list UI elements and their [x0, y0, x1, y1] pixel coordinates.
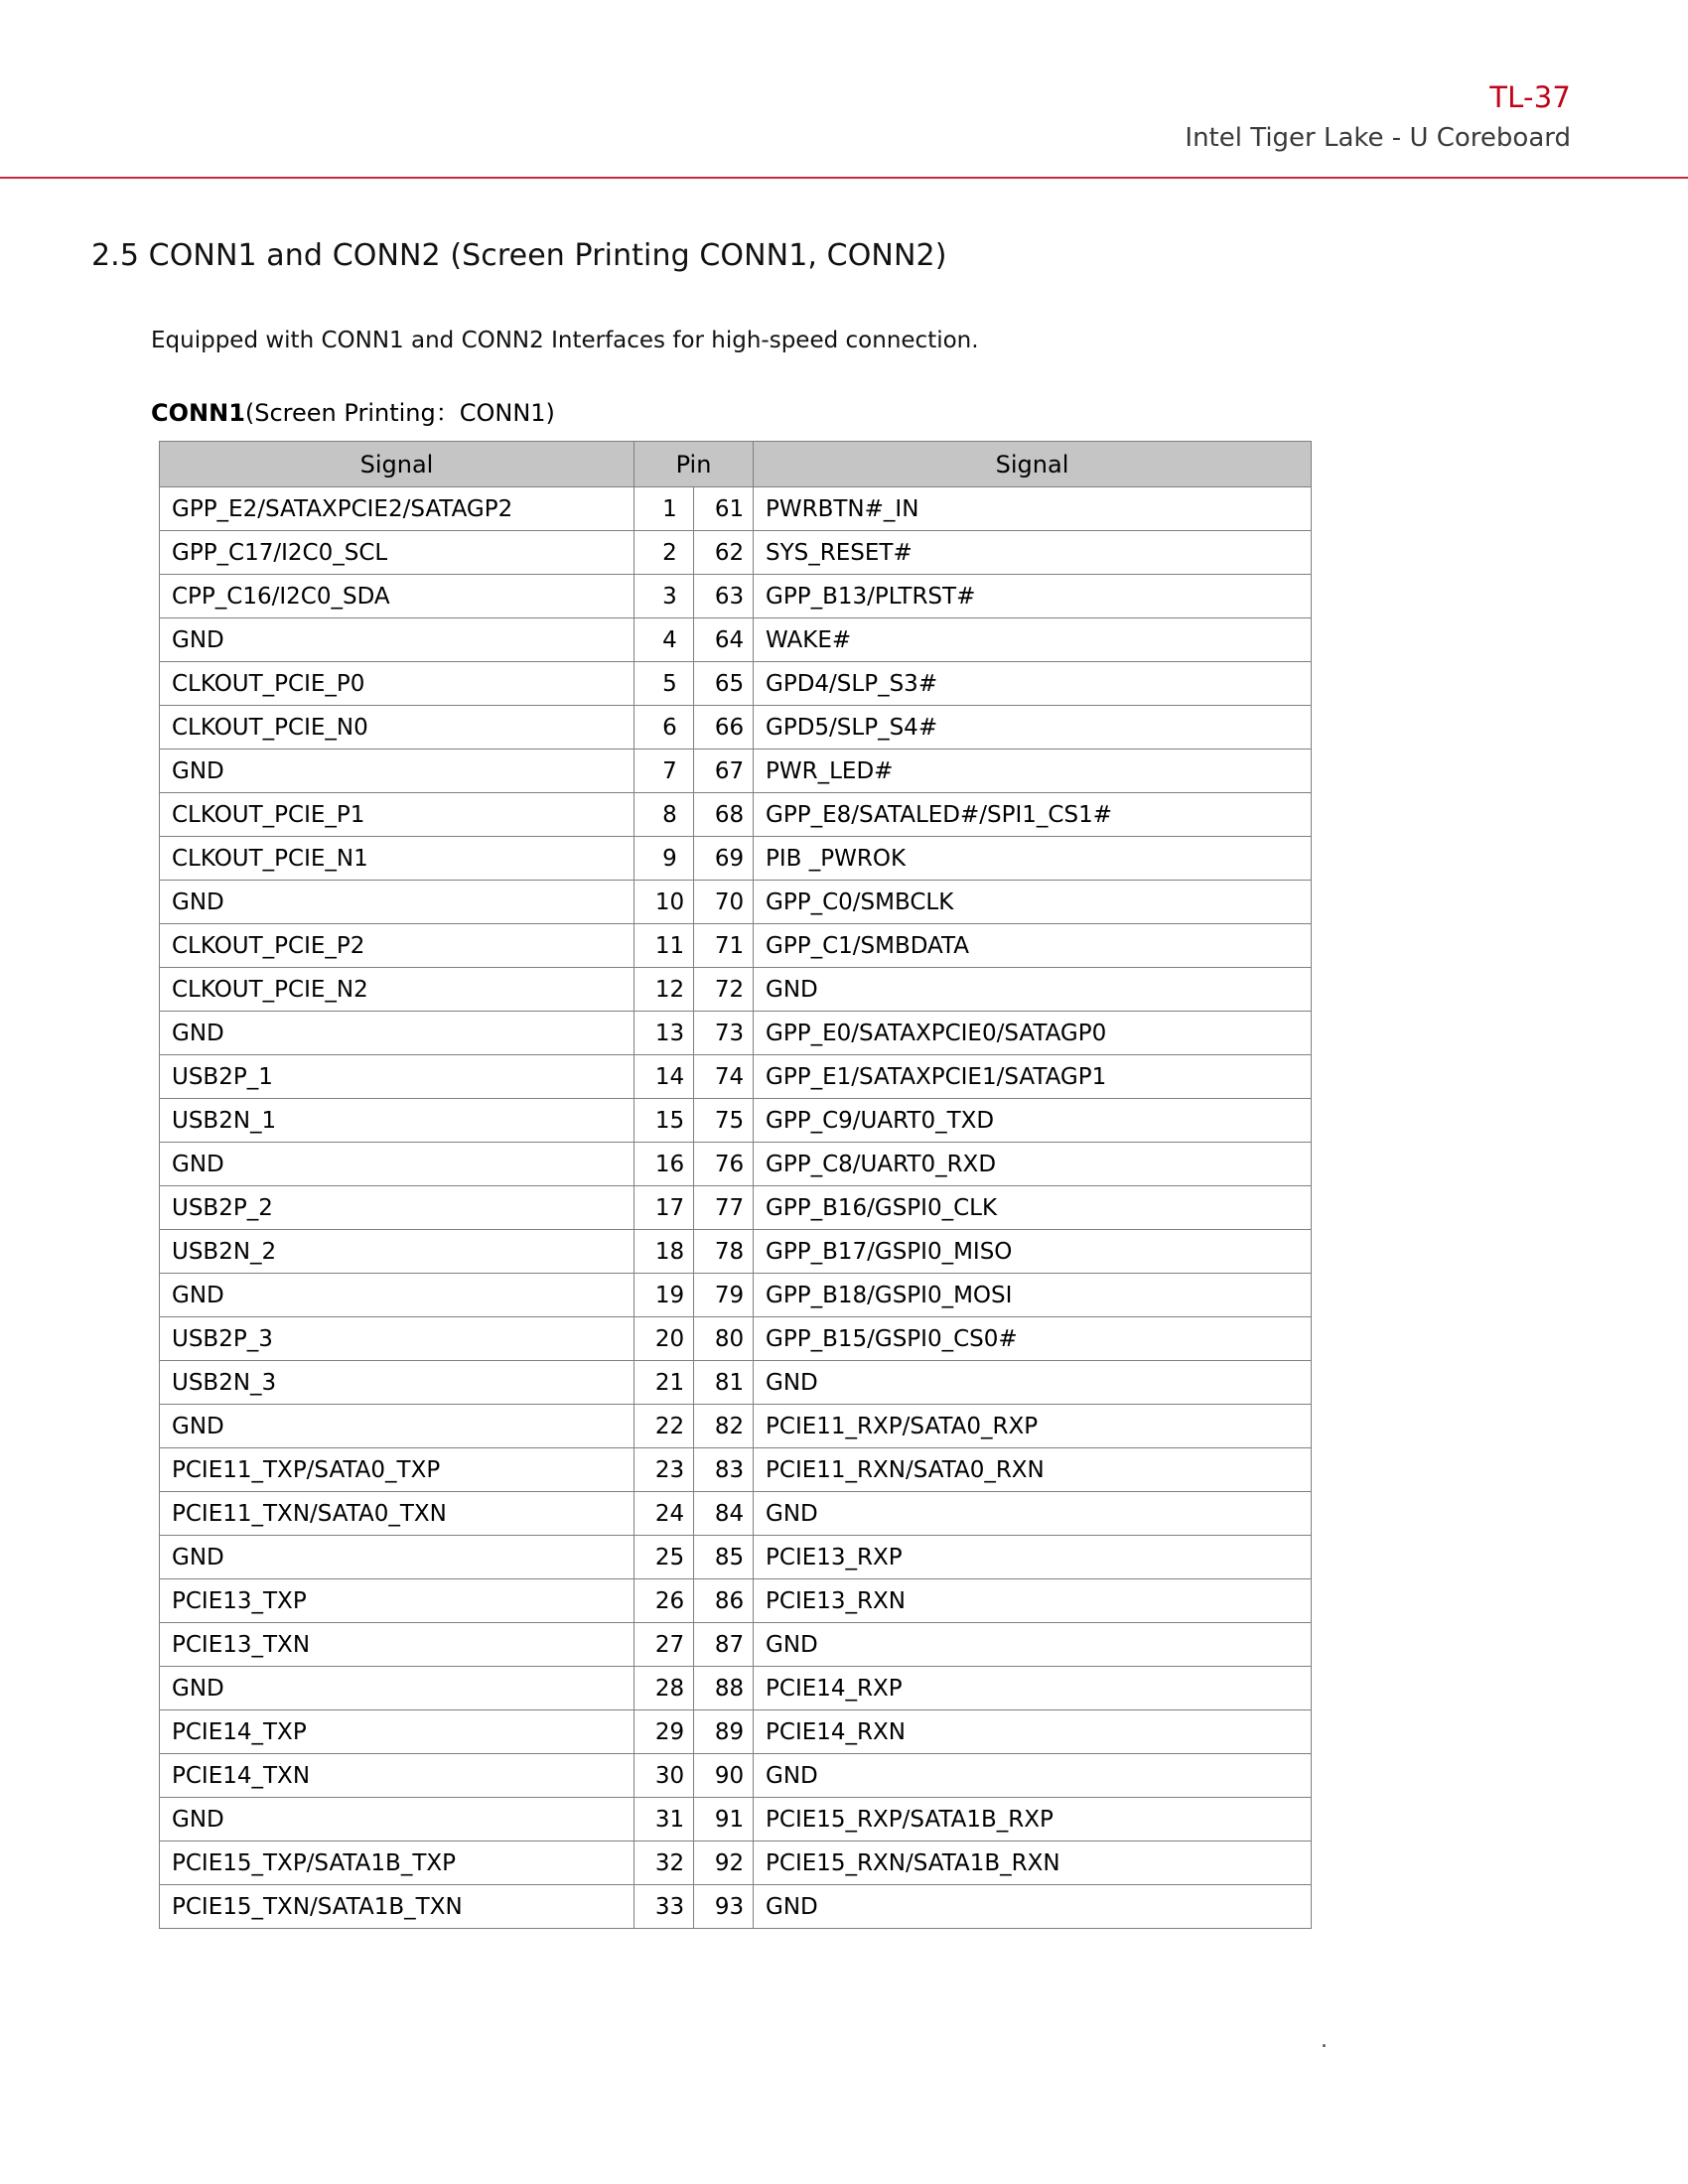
cell-signal-right: GPP_B17/GSPI0_MISO [754, 1230, 1312, 1274]
cell-pin-right: 78 [694, 1230, 754, 1274]
cell-pin-left: 4 [634, 618, 694, 662]
cell-signal-left: GND [160, 1274, 634, 1317]
table-row [160, 1885, 1312, 1929]
column-header-signal-right: Signal [754, 442, 1312, 487]
cell-signal-right: GND [754, 1885, 1312, 1929]
table-row [160, 1012, 1312, 1055]
cell-signal-right: GPP_E1/SATAXPCIE1/SATAGP1 [754, 1055, 1312, 1099]
cell-signal-right: GPP_B13/PLTRST# [754, 575, 1312, 618]
table-row [160, 1492, 1312, 1536]
cell-signal-right: GPP_C8/UART0_RXD [754, 1143, 1312, 1186]
cell-signal-right: GPP_B16/GSPI0_CLK [754, 1186, 1312, 1230]
table-row [160, 575, 1312, 618]
cell-pin-right: 84 [694, 1492, 754, 1536]
cell-pin-left: 33 [634, 1885, 694, 1929]
table-row [160, 1448, 1312, 1492]
cell-pin-left: 9 [634, 837, 694, 881]
cell-signal-right: PCIE14_RXP [754, 1667, 1312, 1710]
cell-signal-right: PCIE14_RXN [754, 1710, 1312, 1754]
cell-pin-right: 86 [694, 1579, 754, 1623]
table-row [160, 1579, 1312, 1623]
cell-signal-right: GPP_C9/UART0_TXD [754, 1099, 1312, 1143]
table-row [160, 618, 1312, 662]
table-row [160, 881, 1312, 924]
cell-pin-right: 92 [694, 1842, 754, 1885]
cell-pin-left: 14 [634, 1055, 694, 1099]
cell-pin-left: 27 [634, 1623, 694, 1667]
cell-pin-right: 89 [694, 1710, 754, 1754]
conn1-pinout-table [159, 441, 1312, 1929]
cell-pin-left: 21 [634, 1361, 694, 1405]
cell-signal-left: GND [160, 1405, 634, 1448]
table-body [160, 487, 1312, 1929]
cell-signal-left: CLKOUT_PCIE_P0 [160, 662, 634, 706]
cell-pin-right: 74 [694, 1055, 754, 1099]
cell-signal-left: PCIE13_TXP [160, 1579, 634, 1623]
cell-signal-left: PCIE14_TXP [160, 1710, 634, 1754]
cell-pin-right: 80 [694, 1317, 754, 1361]
table-row [160, 1667, 1312, 1710]
conn1-caption-bold: CONN1 [151, 399, 245, 427]
column-header-signal-left: Signal [160, 442, 634, 487]
cell-pin-left: 5 [634, 662, 694, 706]
cell-signal-left: USB2P_1 [160, 1055, 634, 1099]
cell-pin-right: 88 [694, 1667, 754, 1710]
cell-pin-right: 69 [694, 837, 754, 881]
cell-signal-left: GND [160, 750, 634, 793]
table-row [160, 1186, 1312, 1230]
cell-signal-right: GND [754, 1754, 1312, 1798]
cell-pin-left: 22 [634, 1405, 694, 1448]
cell-pin-right: 63 [694, 575, 754, 618]
cell-signal-right: PCIE11_RXN/SATA0_RXN [754, 1448, 1312, 1492]
cell-pin-right: 76 [694, 1143, 754, 1186]
cell-pin-left: 32 [634, 1842, 694, 1885]
cell-signal-left: GPP_C17/I2C0_SCL [160, 531, 634, 575]
table-row [160, 924, 1312, 968]
column-header-pin: Pin [634, 442, 754, 487]
table-row [160, 531, 1312, 575]
cell-signal-right: PCIE15_RXP/SATA1B_RXP [754, 1798, 1312, 1842]
cell-pin-left: 17 [634, 1186, 694, 1230]
cell-signal-left: USB2P_3 [160, 1317, 634, 1361]
header-doc-title: Intel Tiger Lake - U Coreboard [1185, 123, 1571, 153]
footer-mark: . [1321, 2028, 1328, 2053]
cell-signal-right: PWR_LED# [754, 750, 1312, 793]
table-row [160, 487, 1312, 531]
table-row [160, 1055, 1312, 1099]
cell-signal-right: GPP_B15/GSPI0_CS0# [754, 1317, 1312, 1361]
cell-pin-right: 75 [694, 1099, 754, 1143]
cell-pin-right: 62 [694, 531, 754, 575]
cell-signal-left: USB2P_2 [160, 1186, 634, 1230]
cell-pin-left: 11 [634, 924, 694, 968]
cell-pin-right: 93 [694, 1885, 754, 1929]
cell-pin-left: 30 [634, 1754, 694, 1798]
cell-pin-left: 6 [634, 706, 694, 750]
cell-signal-right: GND [754, 1492, 1312, 1536]
cell-signal-left: GND [160, 1143, 634, 1186]
cell-signal-right: GND [754, 968, 1312, 1012]
cell-signal-left: PCIE15_TXP/SATA1B_TXP [160, 1842, 634, 1885]
cell-signal-left: CLKOUT_PCIE_P2 [160, 924, 634, 968]
cell-pin-right: 73 [694, 1012, 754, 1055]
table-header-row-group [160, 442, 1312, 487]
cell-pin-right: 85 [694, 1536, 754, 1579]
cell-pin-right: 91 [694, 1798, 754, 1842]
cell-pin-left: 19 [634, 1274, 694, 1317]
cell-signal-right: GPP_C1/SMBDATA [754, 924, 1312, 968]
cell-signal-right: SYS_RESET# [754, 531, 1312, 575]
conn1-pinout-table-wrapper [159, 441, 1311, 1929]
cell-signal-right: WAKE# [754, 618, 1312, 662]
cell-signal-right: GND [754, 1361, 1312, 1405]
cell-pin-left: 13 [634, 1012, 694, 1055]
table-row [160, 1099, 1312, 1143]
cell-signal-left: PCIE13_TXN [160, 1623, 634, 1667]
cell-signal-left: GND [160, 618, 634, 662]
cell-signal-left: PCIE11_TXN/SATA0_TXN [160, 1492, 634, 1536]
cell-signal-left: GND [160, 1667, 634, 1710]
cell-signal-left: GND [160, 1536, 634, 1579]
cell-signal-right: GPP_C0/SMBCLK [754, 881, 1312, 924]
table-row [160, 837, 1312, 881]
cell-signal-left: USB2N_1 [160, 1099, 634, 1143]
cell-signal-right: PCIE11_RXP/SATA0_RXP [754, 1405, 1312, 1448]
cell-signal-left: PCIE15_TXN/SATA1B_TXN [160, 1885, 634, 1929]
cell-pin-right: 87 [694, 1623, 754, 1667]
conn1-caption [151, 393, 555, 428]
table-row [160, 1405, 1312, 1448]
cell-pin-right: 82 [694, 1405, 754, 1448]
cell-signal-left: CLKOUT_PCIE_P1 [160, 793, 634, 837]
cell-pin-left: 26 [634, 1579, 694, 1623]
cell-signal-right: PWRBTN#_IN [754, 487, 1312, 531]
table-row [160, 1754, 1312, 1798]
cell-signal-left: GND [160, 881, 634, 924]
cell-pin-left: 31 [634, 1798, 694, 1842]
cell-pin-left: 10 [634, 881, 694, 924]
cell-signal-left: GPP_E2/SATAXPCIE2/SATAGP2 [160, 487, 634, 531]
cell-pin-left: 18 [634, 1230, 694, 1274]
cell-pin-right: 72 [694, 968, 754, 1012]
cell-pin-right: 70 [694, 881, 754, 924]
cell-pin-left: 25 [634, 1536, 694, 1579]
table-row [160, 1798, 1312, 1842]
cell-pin-left: 3 [634, 575, 694, 618]
table-row [160, 1623, 1312, 1667]
cell-signal-right: GPD5/SLP_S4# [754, 706, 1312, 750]
cell-pin-left: 1 [634, 487, 694, 531]
table-header-row [160, 442, 1312, 487]
cell-pin-right: 67 [694, 750, 754, 793]
cell-pin-right: 64 [694, 618, 754, 662]
cell-signal-left: PCIE14_TXN [160, 1754, 634, 1798]
cell-pin-left: 28 [634, 1667, 694, 1710]
cell-pin-right: 68 [694, 793, 754, 837]
cell-pin-left: 2 [634, 531, 694, 575]
cell-pin-left: 24 [634, 1492, 694, 1536]
cell-pin-left: 20 [634, 1317, 694, 1361]
table-row [160, 1143, 1312, 1186]
cell-signal-left: CLKOUT_PCIE_N0 [160, 706, 634, 750]
cell-signal-left: USB2N_3 [160, 1361, 634, 1405]
table-row [160, 662, 1312, 706]
cell-signal-left: CLKOUT_PCIE_N2 [160, 968, 634, 1012]
cell-signal-right: GPP_B18/GSPI0_MOSI [754, 1274, 1312, 1317]
cell-pin-left: 23 [634, 1448, 694, 1492]
cell-signal-left: CLKOUT_PCIE_N1 [160, 837, 634, 881]
table-row [160, 1710, 1312, 1754]
table-row [160, 750, 1312, 793]
cell-pin-right: 90 [694, 1754, 754, 1798]
cell-signal-left: USB2N_2 [160, 1230, 634, 1274]
cell-signal-right: GPP_E8/SATALED#/SPI1_CS1# [754, 793, 1312, 837]
cell-signal-right: PIB _PWROK [754, 837, 1312, 881]
table-row [160, 1230, 1312, 1274]
cell-pin-left: 7 [634, 750, 694, 793]
table-row [160, 1274, 1312, 1317]
cell-signal-right: GPD4/SLP_S3# [754, 662, 1312, 706]
table-row [160, 793, 1312, 837]
header-doc-code: TL-37 [1489, 80, 1571, 114]
cell-pin-left: 16 [634, 1143, 694, 1186]
section-heading: 2.5 CONN1 and CONN2 (Screen Printing CONN1, CONN2) [91, 238, 947, 273]
cell-pin-left: 8 [634, 793, 694, 837]
conn1-caption-rest: (Screen Printing：CONN1) [244, 399, 555, 427]
header-divider [0, 177, 1688, 179]
page-header [0, 77, 1688, 157]
cell-pin-right: 61 [694, 487, 754, 531]
cell-pin-right: 65 [694, 662, 754, 706]
cell-pin-right: 77 [694, 1186, 754, 1230]
cell-signal-left: PCIE11_TXP/SATA0_TXP [160, 1448, 634, 1492]
cell-pin-left: 12 [634, 968, 694, 1012]
table-row [160, 1536, 1312, 1579]
cell-signal-left: GND [160, 1798, 634, 1842]
table-row [160, 1842, 1312, 1885]
cell-signal-right: PCIE13_RXN [754, 1579, 1312, 1623]
section-intro-text: Equipped with CONN1 and CONN2 Interfaces for high-speed connection. [151, 328, 979, 353]
table-row [160, 1361, 1312, 1405]
cell-pin-right: 81 [694, 1361, 754, 1405]
cell-pin-right: 79 [694, 1274, 754, 1317]
cell-signal-right: GND [754, 1623, 1312, 1667]
table-row [160, 706, 1312, 750]
table-row [160, 1317, 1312, 1361]
cell-signal-left: GND [160, 1012, 634, 1055]
table-row [160, 968, 1312, 1012]
cell-pin-right: 66 [694, 706, 754, 750]
cell-pin-right: 83 [694, 1448, 754, 1492]
cell-signal-left: CPP_C16/I2C0_SDA [160, 575, 634, 618]
cell-signal-right: PCIE13_RXP [754, 1536, 1312, 1579]
cell-signal-right: GPP_E0/SATAXPCIE0/SATAGP0 [754, 1012, 1312, 1055]
cell-signal-right: PCIE15_RXN/SATA1B_RXN [754, 1842, 1312, 1885]
cell-pin-left: 15 [634, 1099, 694, 1143]
cell-pin-right: 71 [694, 924, 754, 968]
cell-pin-left: 29 [634, 1710, 694, 1754]
